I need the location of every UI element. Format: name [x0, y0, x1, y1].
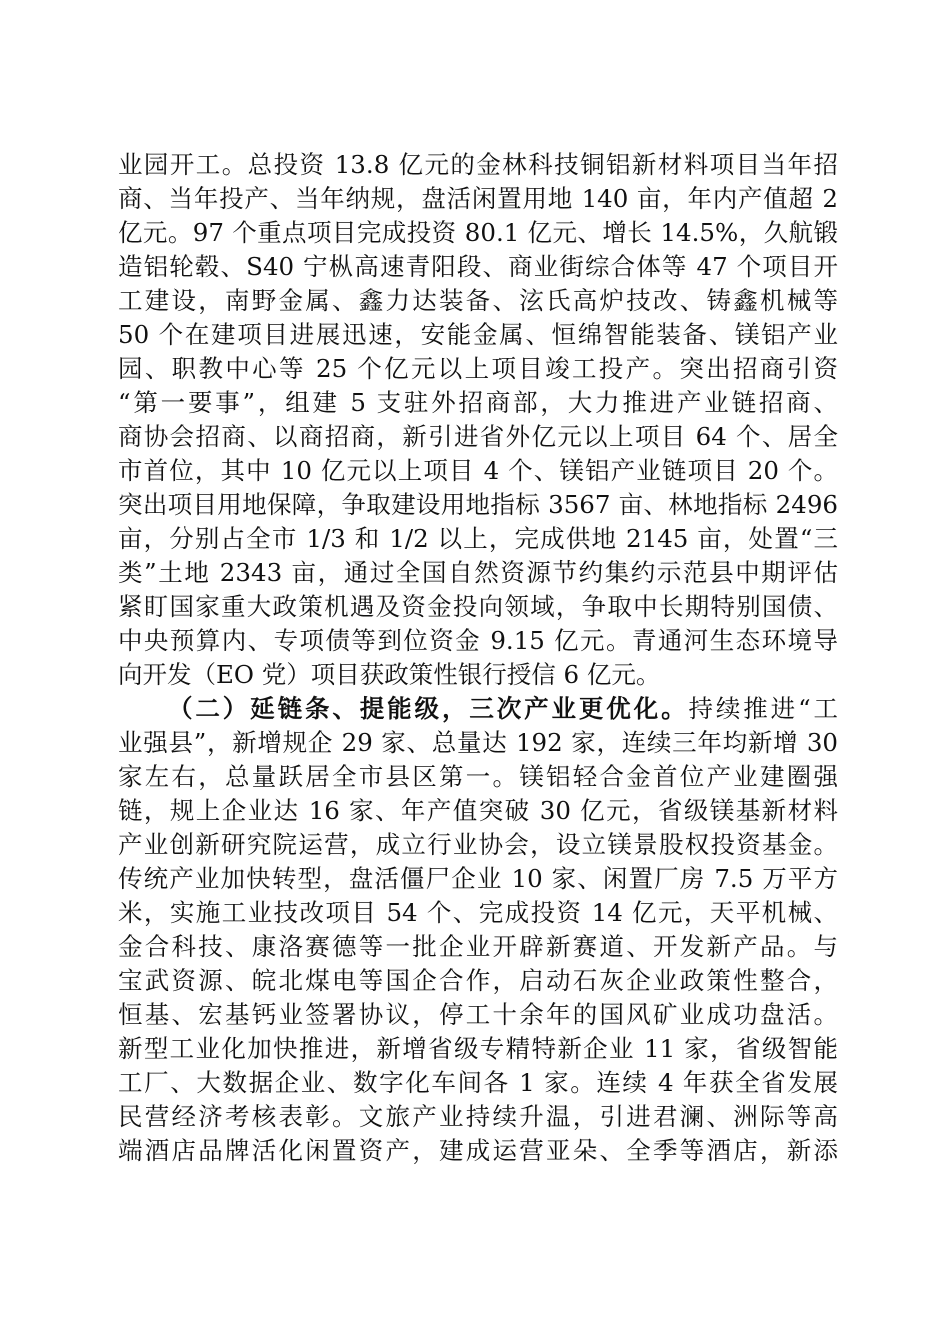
text-line: 业园开工。总投资 13.8 亿元的金林科技铜铝新材料项目当年招 [118, 150, 838, 179]
text-line: 宝武资源、皖北煤电等国企合作，启动石灰企业政策性整合， [118, 966, 838, 995]
text-line: 亩，分别占全市 1/3 和 1/2 以上，完成供地 2145 亩，处置“三 [118, 524, 838, 553]
text-line: 米，实施工业技改项目 54 个、完成投资 14 亿元，天平机械、 [118, 898, 838, 927]
text-line: 工厂、大数据企业、数字化车间各 1 家。连续 4 年获全省发展 [118, 1068, 838, 1097]
text-line: 传统产业加快转型，盘活僵尸企业 10 家、闲置厂房 7.5 万平方 [118, 864, 838, 893]
body-text [118, 148, 838, 1168]
section-heading: （二）延链条、提能级，三次产业更优化。 [168, 694, 689, 723]
text-line: 产业创新研究院运营，成立行业协会，设立镁景股权投资基金。 [118, 830, 838, 859]
text-line: 紧盯国家重大政策机遇及资金投向领域，争取中长期特别国债、 [118, 592, 838, 621]
text-line: 业强县”，新增规企 29 家、总量达 192 家，连续三年均新增 30 [118, 728, 838, 757]
heading-line-rest: 持续推进“工 [688, 694, 838, 723]
text-line: 金合科技、康洛赛德等一批企业开辟新赛道、开发新产品。与 [118, 932, 838, 961]
text-line: 亿元。97 个重点项目完成投资 80.1 亿元、增长 14.5%，久航锻 [118, 218, 838, 247]
text-line: 商、当年投产、当年纳规，盘活闲置用地 140 亩，年内产值超 2 [118, 184, 838, 213]
text-line: 市首位，其中 10 亿元以上项目 4 个、镁铝产业链项目 20 个。 [118, 456, 838, 485]
text-line: 园、职教中心等 25 个亿元以上项目竣工投产。突出招商引资 [118, 354, 838, 383]
text-line: 工建设，南野金属、鑫力达装备、泫氏高炉技改、铸鑫机械等 [118, 286, 838, 315]
text-line: 中央预算内、专项债等到位资金 9.15 亿元。青通河生态环境导 [118, 626, 838, 655]
text-line: 50 个在建项目进展迅速，安能金属、恒绵智能装备、镁铝产业 [118, 320, 838, 349]
text-line: 向开发（EO 党）项目获政策性银行授信 6 亿元。 [118, 660, 661, 689]
text-line: 家左右，总量跃居全市县区第一。镁铝轻合金首位产业建圈强 [118, 762, 838, 791]
text-line: 民营经济考核表彰。文旅产业持续升温，引进君澜、洲际等高 [118, 1102, 838, 1131]
text-line: 端酒店品牌活化闲置资产，建成运营亚朵、全季等酒店，新添 [118, 1136, 838, 1165]
text-line: 类”土地 2343 亩，通过全国自然资源节约集约示范县中期评估 [118, 558, 838, 587]
text-line: 链，规上企业达 16 家、年产值突破 30 亿元，省级镁基新材料 [118, 796, 838, 825]
text-line: 突出项目用地保障，争取建设用地指标 3567 亩、林地指标 2496 [118, 490, 838, 519]
section-heading-line [118, 692, 838, 726]
text-line: 恒基、宏基钙业签署协议，停工十余年的国风矿业成功盘活。 [118, 1000, 838, 1029]
text-line: “第一要事”，组建 5 支驻外招商部，大力推进产业链招商、 [118, 388, 838, 417]
text-line: 商协会招商、以商招商，新引进省外亿元以上项目 64 个、居全 [118, 422, 838, 451]
text-line: 新型工业化加快推进，新增省级专精特新企业 11 家，省级智能 [118, 1034, 838, 1063]
text-line: 造铝轮毂、S40 宁枞高速青阳段、商业街综合体等 47 个项目开 [118, 252, 838, 281]
